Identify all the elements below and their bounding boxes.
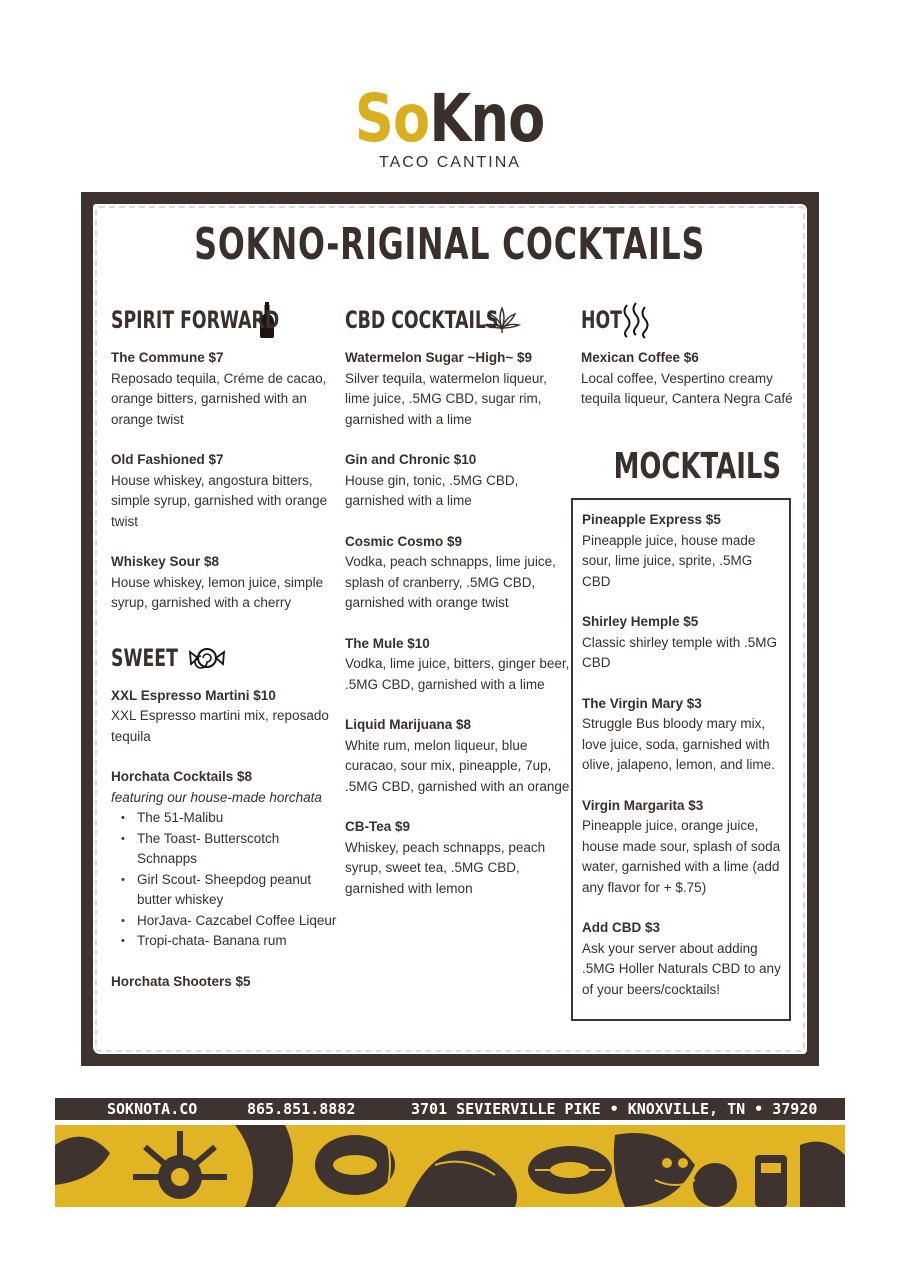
footer-contact-bar [55,1098,845,1120]
item-name: Whiskey Sour $8 [111,554,220,569]
item-name: Pineapple Express $5 [582,512,721,527]
menu-item [581,348,805,410]
logo-so: So [355,80,430,157]
section-title: CBD COCKTAILS [345,306,499,334]
footer-illustration [55,1125,845,1207]
item-desc: Silver tequila, watermelon liqueur, lime juice, .5MG CBD, sugar rim, garnished with a lime [345,370,547,427]
menu-item [345,715,570,797]
item-name: Virgin Margarita $3 [582,797,704,813]
menu-item [582,510,781,592]
menu-item [111,767,339,952]
menu-item [345,450,570,512]
item-desc: House whiskey, lemon juice, simple syrup, garnished with a cherry [111,574,324,610]
item-desc: Struggle Bus bloody mary mix, love juice, soda, garnished with olive, jalapeno, lemon, and lime. [582,716,775,772]
section-title: HOT [581,306,622,334]
menu-item [111,686,339,748]
item-name: Gin and Chronic $10 [345,452,477,467]
item-name: The Mule $10 [345,635,430,651]
menu-item [111,552,339,614]
mocktails-title: MOCKTAILS [613,446,782,487]
menu-item [582,694,781,776]
menu-item [345,634,570,696]
logo-subtitle: TACO CANTINA [379,154,521,171]
section-header-spirit-forward [111,300,339,340]
section-title: SPIRIT FORWARD [111,306,280,334]
item-name: Add CBD $3 [582,920,661,935]
list-item: • Tropi-chata- Banana rum [121,931,339,952]
item-desc: Pineapple juice, house made sour, lime juice, sprite, .5MG CBD [582,532,756,589]
item-name: Shirley Hemple $5 [582,614,699,629]
item-name: Mexican Coffee $6 [581,350,699,365]
brand-logo [0,80,900,172]
item-desc: House gin, tonic, .5MG CBD, garnished with a lime [345,472,519,508]
section-header-sweet [111,638,339,678]
item-desc: House whiskey, angostura bitters, simple syrup, garnished with orange twist [111,472,328,529]
footer-pattern-art [55,1125,845,1207]
item-name: Cosmic Cosmo $9 [345,533,463,549]
item-desc: Local coffee, Vespertino creamy tequila liqueur, Cantera Negra Café [581,370,793,406]
item-name: Old Fashioned $7 [111,452,224,467]
item-desc: XXL Espresso martini mix, reposado tequila [111,708,329,744]
menu-item [345,348,570,430]
horchata-options [111,808,339,952]
menu-item [345,532,570,614]
logo-wordmark [355,80,545,157]
item-desc: White rum, melon liqueur, blue curacao, sour mix, pineapple, 7up, .5MG CBD, garnished with an orange [345,737,570,794]
section-title: SWEET [111,643,178,672]
item-desc: Vodka, lime juice, bitters, ginger beer, .5MG CBD, garnished with a lime [345,656,570,692]
menu-item [582,612,781,674]
candy-icon [187,644,227,672]
footer-address: 3701 SEVIERVILLE PIKE • KNOXVILLE, TN • 37920 [411,1100,818,1118]
item-desc: Vodka, peach schnapps, lime juice, splash of cranberry, .5MG CBD, garnished with orange twist [345,554,556,610]
list-item: • The 51-Malibu [121,808,339,829]
list-item: • Girl Scout- Sheepdog peanut butter whiskey [121,870,339,911]
item-name: XXL Espresso Martini $10 [111,687,276,703]
column-spirit-sweet [111,300,339,1012]
item-desc: Whiskey, peach schnapps, peach syrup, sweet tea, .5MG CBD, garnished with lemon [345,839,546,896]
item-desc: Pineapple juice, orange juice, house made sour, splash of soda water, garnished with a lime (add any flavor for + $.75) [582,818,781,895]
footer-phone[interactable]: 865.851.8882 [247,1100,356,1118]
item-name: Horchata Cocktails $8 [111,769,253,784]
menu-item [111,972,339,993]
item-name: The Commune $7 [111,350,224,365]
item-note: featuring our house-made horchata [111,789,322,805]
logo-kno: Kno [429,80,545,157]
column-cbd [345,300,570,919]
item-name: Liquid Marijuana $8 [345,717,472,732]
list-item: • The Toast- Butterscotch Schnapps [121,829,339,870]
steam-icon [621,301,651,339]
section-header-hot [581,300,805,340]
menu-item [582,918,781,1000]
item-name: CB-Tea $9 [345,819,411,834]
item-name: Horchata Shooters $5 [111,973,251,989]
item-name: Watermelon Sugar ~High~ $9 [345,350,533,365]
item-desc: Ask your server about adding .5MG Holler Naturals CBD to any of your beers/cocktails! [582,940,781,997]
mocktails-box [571,498,791,1021]
section-header-cbd [345,300,570,340]
footer-website[interactable]: SOKNOTA.CO [107,1100,198,1118]
menu-item [345,817,570,899]
column-hot [581,300,805,430]
menu-item [582,796,781,899]
item-desc: Reposado tequila, Créme de cacao, orange bitters, garnished with an orange twist [111,370,327,427]
menu-title: SOKNO-RIGINAL COCKTAILS [194,219,706,270]
menu-item [111,450,339,532]
menu-item [111,348,339,430]
list-item: • HorJava- Cazcabel Coffee Liqeur [121,911,339,932]
item-name: The Virgin Mary $3 [582,695,702,711]
item-desc: Classic shirley temple with .5MG CBD [582,634,778,670]
